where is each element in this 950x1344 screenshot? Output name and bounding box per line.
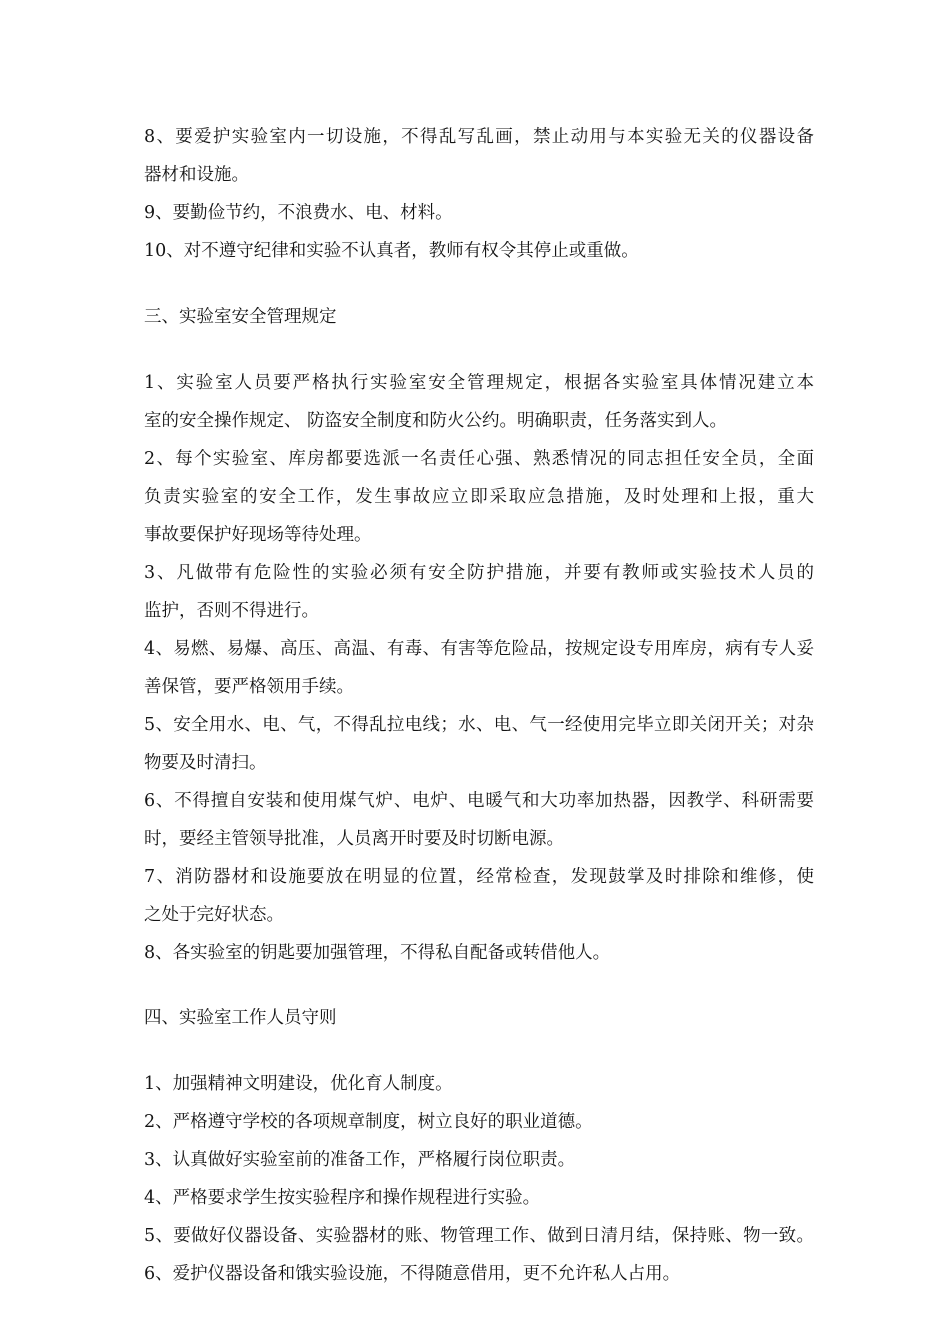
safety-rule-2-line-3: 事故要保护好现场等待处理。 <box>144 525 372 545</box>
safety-rule-7-line-1: 7、消防器材和设施要放在明显的位置，经常检查，发现鼓掌及时排除和维修，使 <box>144 867 814 887</box>
safety-rule-2-line-1: 2、每个实验室、库房都要选派一名责任心强、熟悉情况的同志担任安全员，全面 <box>144 449 814 469</box>
staff-rule-6: 6、爱护仪器设备和饿实验设施，不得随意借用，更不允许私人占用。 <box>144 1264 681 1284</box>
section-3-heading: 三、实验室安全管理规定 <box>144 307 337 327</box>
safety-rule-5-line-2: 物要及时清扫。 <box>144 753 267 773</box>
safety-rule-2-line-2: 负责实验室的安全工作，发生事故应立即采取应急措施，及时处理和上报，重大 <box>144 487 814 507</box>
safety-rule-4-line-2: 善保管，要严格领用手续。 <box>144 677 354 697</box>
section-gap <box>144 1037 814 1065</box>
document-page <box>144 118 814 1293</box>
rule-8-line-2: 器材和设施。 <box>144 165 249 185</box>
safety-rule-8: 8、各实验室的钥匙要加强管理，不得私自配备或转借他人。 <box>144 943 611 963</box>
staff-rule-5: 5、要做好仪器设备、实验器材的账、物管理工作、做到日清月结，保持账、物一致。 <box>144 1226 814 1246</box>
safety-rule-6-line-2: 时，要经主管领导批准，人员离开时要及时切断电源。 <box>144 829 564 849</box>
staff-rule-1: 1、加强精神文明建设，优化育人制度。 <box>144 1074 453 1094</box>
section-gap <box>144 270 814 298</box>
staff-rule-4: 4、严格要求学生按实验程序和操作规程进行实验。 <box>144 1188 541 1208</box>
safety-rule-3-line-1: 3、凡做带有危险性的实验必须有安全防护措施，并要有教师或实验技术人员的 <box>144 563 814 583</box>
safety-rule-1-line-1: 1、实验室人员要严格执行实验室安全管理规定，根据各实验室具体情况建立本 <box>144 373 814 393</box>
safety-rule-4-line-1: 4、易燃、易爆、高压、高温、有毒、有害等危险品，按规定设专用库房，病有专人妥 <box>144 639 814 659</box>
section-4-heading: 四、实验室工作人员守则 <box>144 1008 337 1028</box>
safety-rule-6-line-1: 6、不得擅自安装和使用煤气炉、电炉、电暖气和大功率加热器，因教学、科研需要 <box>144 791 814 811</box>
safety-rule-1-line-2: 室的安全操作规定、 防盗安全制度和防火公约。明确职责，任务落实到人。 <box>144 411 728 431</box>
staff-rule-2: 2、严格遵守学校的各项规章制度，树立良好的职业道德。 <box>144 1112 593 1132</box>
rule-10: 10、对不遵守纪律和实验不认真者，教师有权令其停止或重做。 <box>144 241 639 261</box>
safety-rule-3-line-2: 监护，否则不得进行。 <box>144 601 319 621</box>
safety-rule-7-line-2: 之处于完好状态。 <box>144 905 284 925</box>
section-gap <box>144 972 814 999</box>
section-gap <box>144 336 814 364</box>
rule-8-line-1: 8、要爱护实验室内一切设施，不得乱写乱画，禁止动用与本实验无关的仪器设备 <box>144 127 814 147</box>
staff-rule-3: 3、认真做好实验室前的准备工作，严格履行岗位职责。 <box>144 1150 576 1170</box>
safety-rule-5-line-1: 5、安全用水、电、气，不得乱拉电线；水、电、气一经使用完毕立即关闭开关；对杂 <box>144 715 814 735</box>
rule-9: 9、要勤俭节约，不浪费水、电、材料。 <box>144 203 453 223</box>
